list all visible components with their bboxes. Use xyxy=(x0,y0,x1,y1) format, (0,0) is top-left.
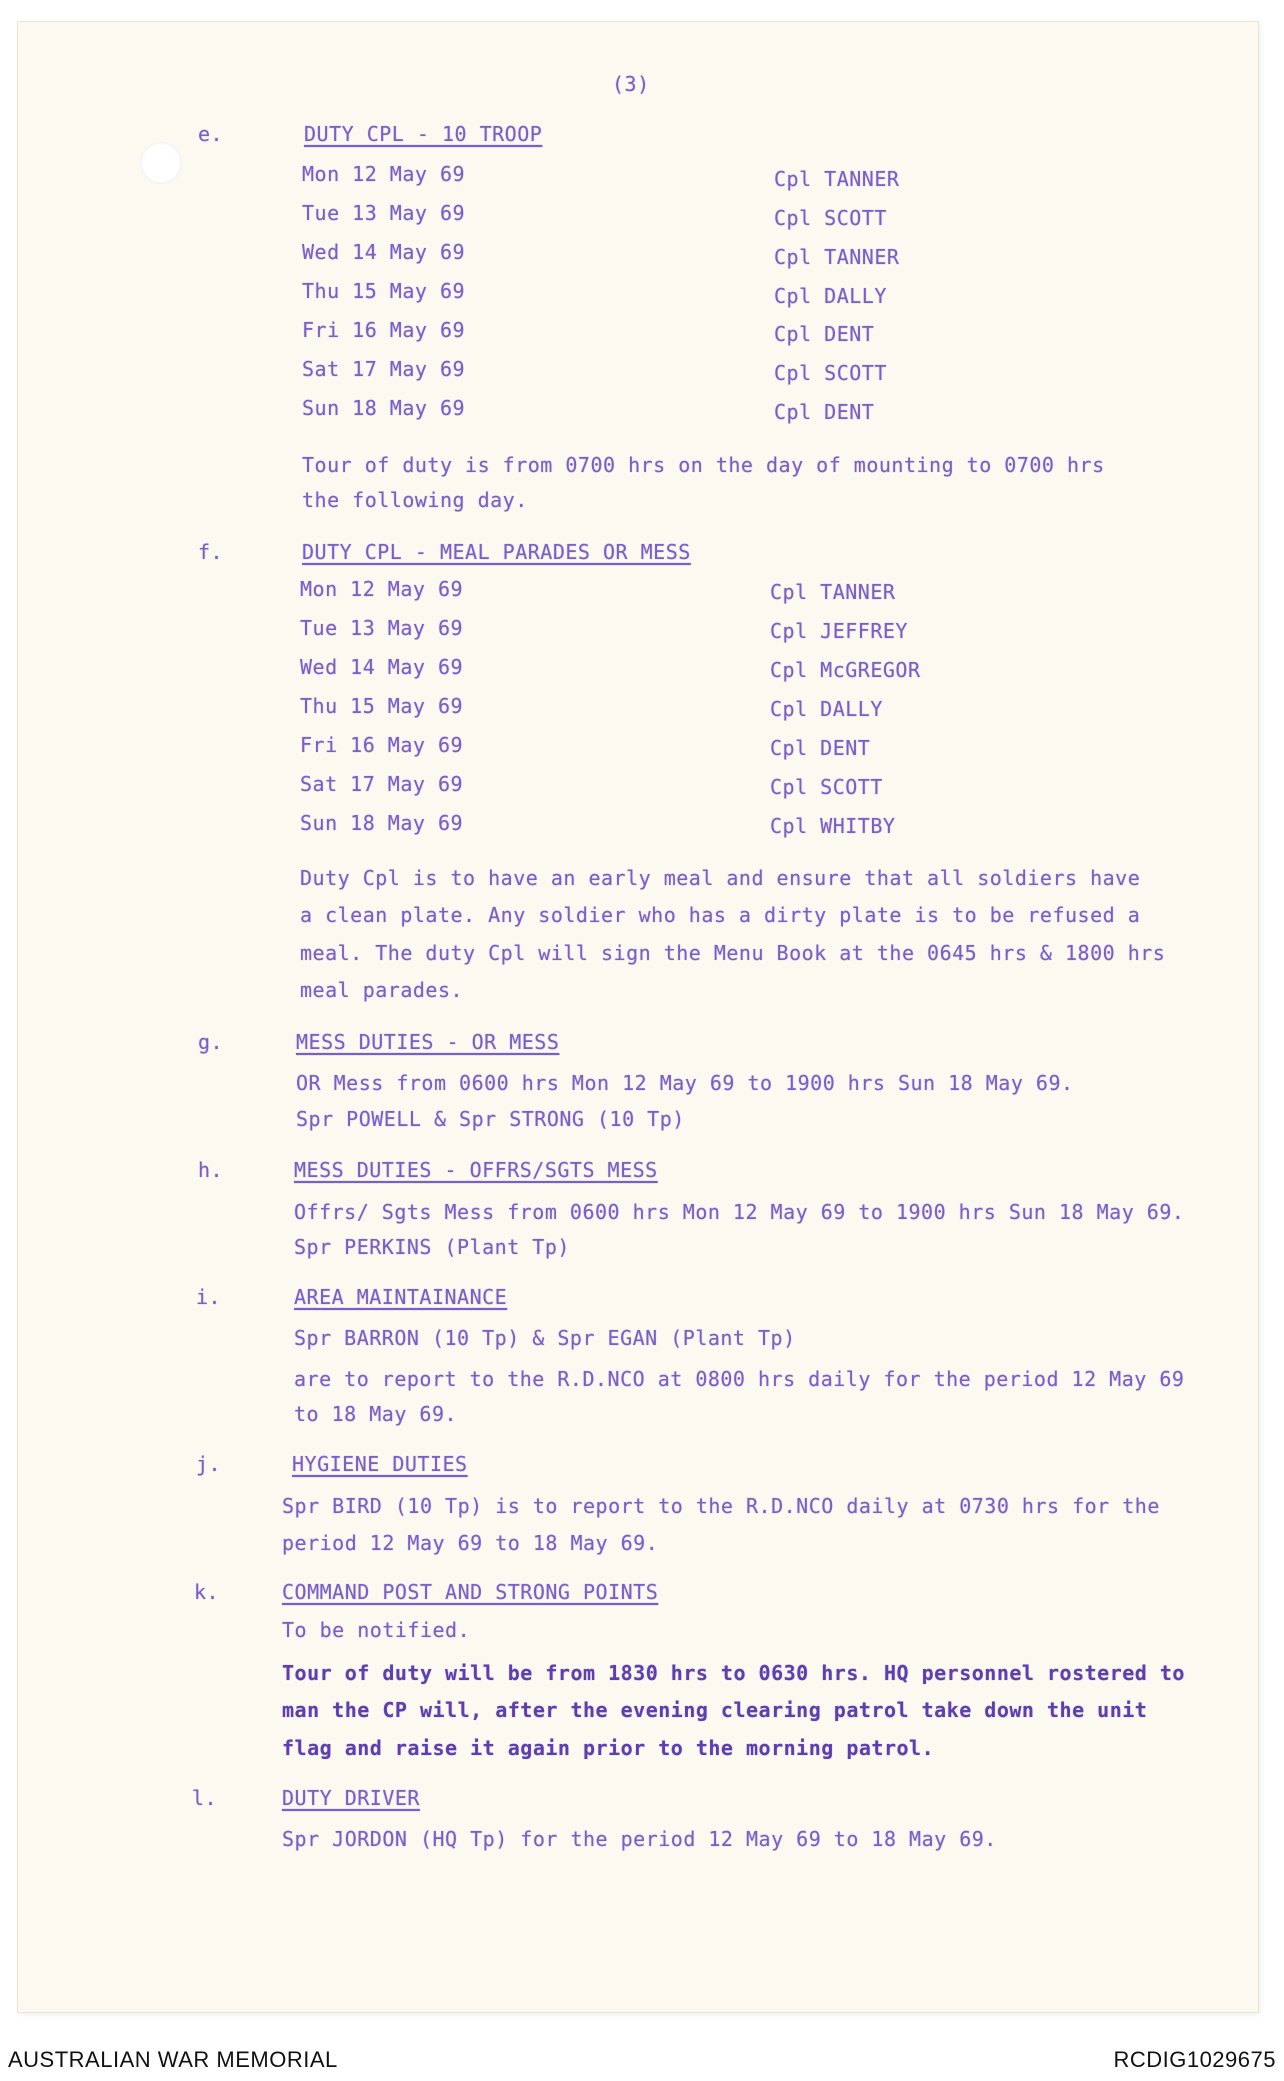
roster-name: Cpl SCOTT xyxy=(770,775,883,799)
section-j-line: period 12 May 69 to 18 May 69. xyxy=(282,1531,659,1555)
roster-name: Cpl DALLY xyxy=(774,284,887,308)
roster-name: Cpl JEFFREY xyxy=(770,619,908,643)
roster-date: Sun 18 May 69 xyxy=(302,396,466,420)
roster-date: Sun 18 May 69 xyxy=(300,811,464,835)
section-i-line: to 18 May 69. xyxy=(294,1402,458,1426)
roster-date: Thu 15 May 69 xyxy=(302,279,466,303)
section-k-heading: COMMAND POST AND STRONG POINTS xyxy=(282,1580,659,1604)
section-g-line: Spr POWELL & Spr STRONG (10 Tp) xyxy=(296,1107,685,1131)
roster-date: Wed 14 May 69 xyxy=(302,240,466,264)
roster-date: Thu 15 May 69 xyxy=(300,694,464,718)
section-g-line: OR Mess from 0600 hrs Mon 12 May 69 to 1900 hrs Sun 18 May 69. xyxy=(296,1071,1074,1095)
roster-date: Wed 14 May 69 xyxy=(300,655,464,679)
roster-name: Cpl DENT xyxy=(774,400,875,424)
roster-date: Tue 13 May 69 xyxy=(300,616,464,640)
section-h-heading: MESS DUTIES - OFFRS/SGTS MESS xyxy=(294,1158,658,1182)
roster-name: Cpl WHITBY xyxy=(770,814,896,838)
section-i-heading: AREA MAINTAINANCE xyxy=(294,1285,508,1309)
section-e-note-line: Tour of duty is from 0700 hrs on the day of mounting to 0700 hrs xyxy=(302,453,1105,477)
section-l-letter: l. xyxy=(192,1786,218,1810)
section-k-letter: k. xyxy=(194,1580,220,1604)
section-e-heading: DUTY CPL - 10 TROOP xyxy=(304,122,543,146)
section-h-line: Offrs/ Sgts Mess from 0600 hrs Mon 12 May 69 to 1900 hrs Sun 18 May 69. xyxy=(294,1200,1185,1224)
punch-hole xyxy=(140,142,182,184)
roster-name: Cpl McGREGOR xyxy=(770,658,921,682)
footer-source: AUSTRALIAN WAR MEMORIAL xyxy=(8,2047,338,2072)
section-g-letter: g. xyxy=(198,1030,224,1054)
section-f-note-line: Duty Cpl is to have an early meal and ensure that all soldiers have xyxy=(300,866,1141,890)
section-f-note-line: meal. The duty Cpl will sign the Menu Book at the 0645 hrs & 1800 hrs xyxy=(300,941,1166,965)
page-number: (3) xyxy=(612,72,650,96)
roster-date: Mon 12 May 69 xyxy=(302,162,466,186)
section-k-line: man the CP will, after the evening clearing patrol take down the unit xyxy=(282,1698,1148,1722)
roster-name: Cpl TANNER xyxy=(774,245,900,269)
section-h-letter: h. xyxy=(198,1158,224,1182)
roster-date: Sat 17 May 69 xyxy=(300,772,464,796)
section-i-line: are to report to the R.D.NCO at 0800 hrs daily for the period 12 May 69 xyxy=(294,1367,1185,1391)
roster-date: Tue 13 May 69 xyxy=(302,201,466,225)
roster-date: Mon 12 May 69 xyxy=(300,577,464,601)
roster-name: Cpl TANNER xyxy=(770,580,896,604)
section-h-line: Spr PERKINS (Plant Tp) xyxy=(294,1235,570,1259)
section-j-line: Spr BIRD (10 Tp) is to report to the R.D.NCO daily at 0730 hrs for the xyxy=(282,1494,1160,1518)
section-i-line: Spr BARRON (10 Tp) & Spr EGAN (Plant Tp) xyxy=(294,1326,796,1350)
section-i-letter: i. xyxy=(196,1285,222,1309)
section-f-note-line: meal parades. xyxy=(300,978,464,1002)
roster-name: Cpl DENT xyxy=(770,736,871,760)
roster-name: Cpl TANNER xyxy=(774,167,900,191)
roster-date: Fri 16 May 69 xyxy=(302,318,466,342)
section-l-line: Spr JORDON (HQ Tp) for the period 12 May 69 to 18 May 69. xyxy=(282,1827,997,1851)
section-j-letter: j. xyxy=(196,1452,222,1476)
roster-date: Fri 16 May 69 xyxy=(300,733,464,757)
footer-record-id: RCDIG1029675 xyxy=(1113,2047,1276,2072)
section-f-heading: DUTY CPL - MEAL PARADES OR MESS xyxy=(302,540,691,564)
roster-date: Sat 17 May 69 xyxy=(302,357,466,381)
roster-name: Cpl SCOTT xyxy=(774,361,887,385)
section-k-line: Tour of duty will be from 1830 hrs to 0630 hrs. HQ personnel rostered to xyxy=(282,1661,1185,1685)
roster-name: Cpl DENT xyxy=(774,322,875,346)
section-l-heading: DUTY DRIVER xyxy=(282,1786,420,1810)
roster-name: Cpl DALLY xyxy=(770,697,883,721)
roster-name: Cpl SCOTT xyxy=(774,206,887,230)
section-k-line: flag and raise it again prior to the morning patrol. xyxy=(282,1736,935,1760)
section-j-heading: HYGIENE DUTIES xyxy=(292,1452,468,1476)
section-f-letter: f. xyxy=(198,540,224,564)
section-g-heading: MESS DUTIES - OR MESS xyxy=(296,1030,560,1054)
section-e-letter: e. xyxy=(198,122,224,146)
section-f-note-line: a clean plate. Any soldier who has a dirty plate is to be refused a xyxy=(300,903,1141,927)
section-k-line: To be notified. xyxy=(282,1618,471,1642)
section-e-note-line: the following day. xyxy=(302,488,528,512)
